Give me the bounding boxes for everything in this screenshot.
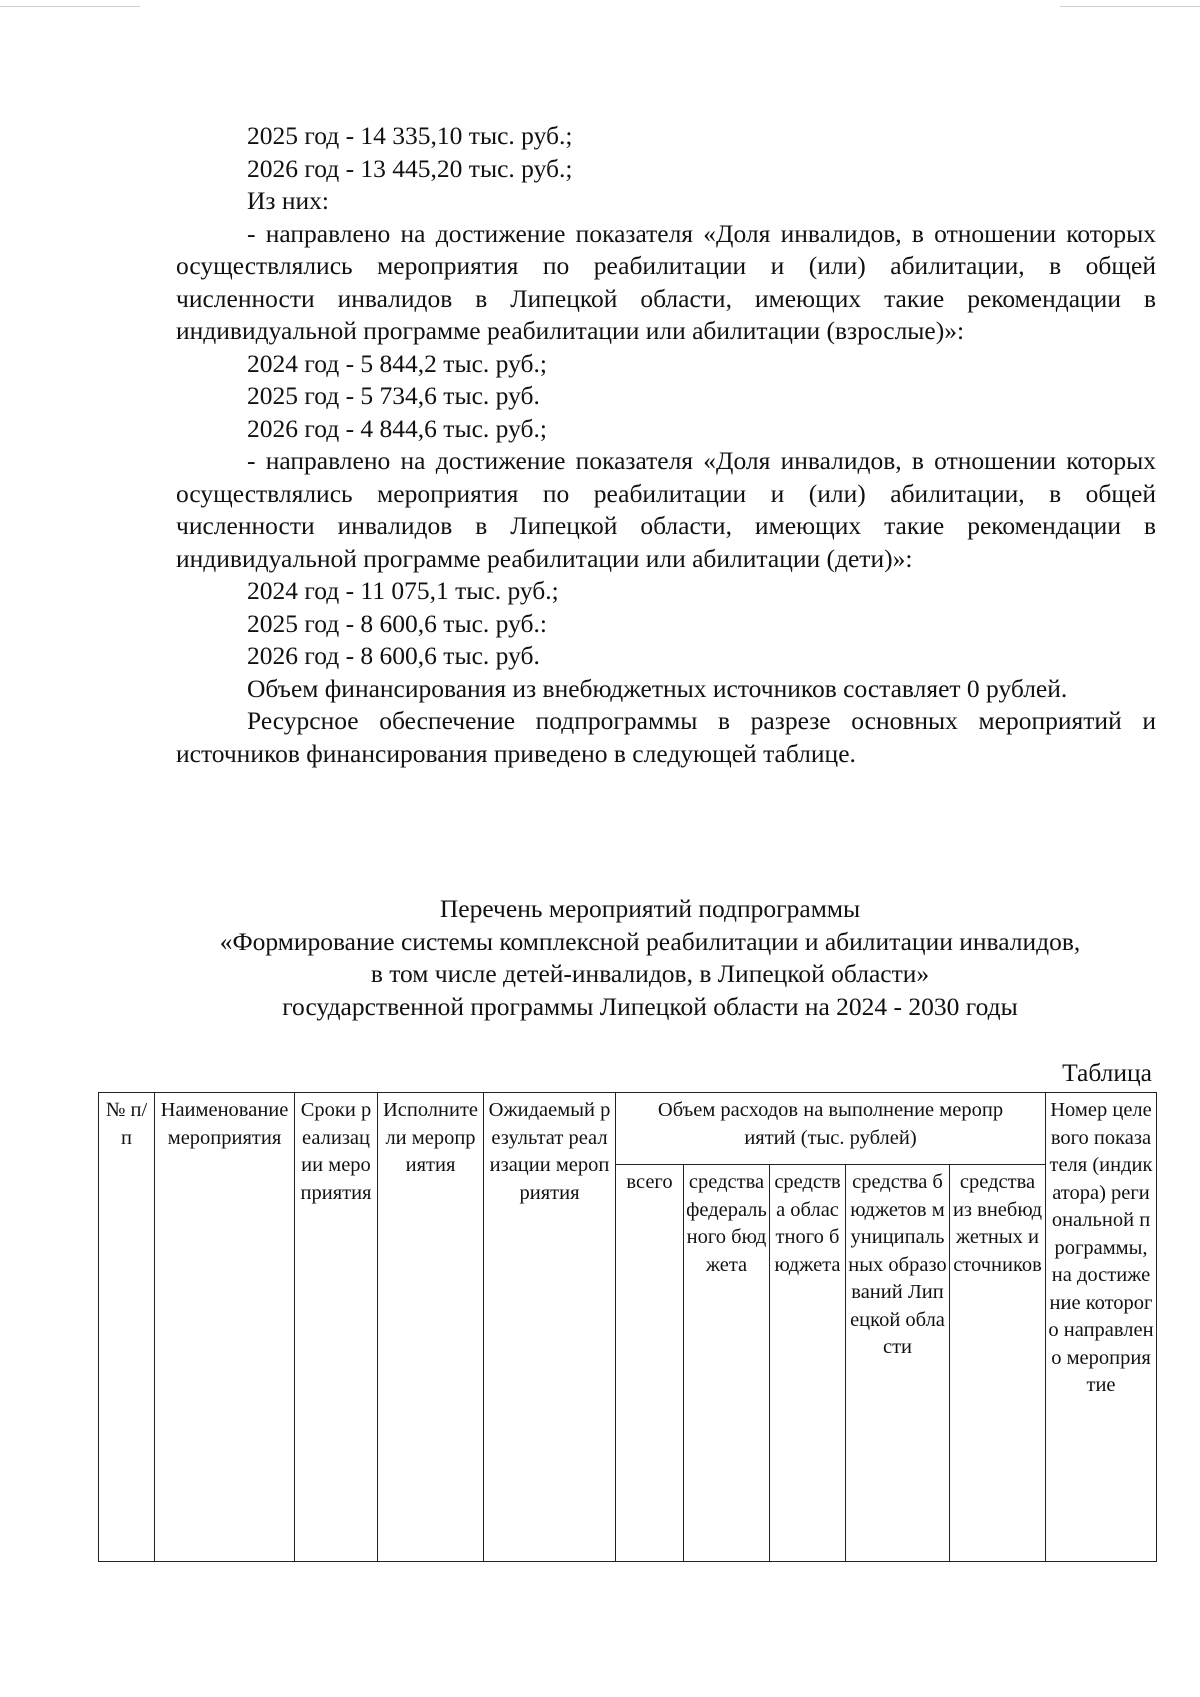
- col-indicator-header: Номер целевого показателя (индикатора) региональной программы, на достижение которого направлено мероприятие: [1046, 1093, 1157, 1562]
- paragraph-children: - направлено на достижение показателя «Доля инвалидов, в отношении которых осуществлялись мероприятия по реабилитации и (или) абилитации, в общей численности инвалидов в Липецкой области, имеющих такие рекомендации в индивидуальной программе реабилитации или абилитации (дети)»:: [176, 446, 1156, 573]
- col-result-header: Ожидаемый результат реализации мероприятия: [484, 1093, 616, 1562]
- measures-table-header: [98, 1092, 1157, 1562]
- body-line: 2025 год - 14 335,10 тыс. руб.;: [247, 121, 573, 150]
- table-title: [150, 893, 1150, 1023]
- col-number-header: № п/п: [99, 1093, 155, 1562]
- sub-extrabudget-header: средства из внебюджетных источников: [950, 1165, 1046, 1562]
- table-label: Таблица: [1062, 1058, 1152, 1087]
- year-line: 2026 год - 4 844,6 тыс. руб.;: [247, 413, 547, 443]
- sub-municipal-header: средства бюджетов муниципальных образований Липецкой области: [846, 1165, 950, 1562]
- title-line: Перечень мероприятий подпрограммы: [439, 894, 861, 923]
- sub-federal-header: средства федерального бюджета: [684, 1165, 770, 1562]
- paragraph-adults: - направлено на достижение показателя «Доля инвалидов, в отношении которых осуществлялись мероприятия по реабилитации и (или) абилитации, в общей численности инвалидов в Липецкой области, имеющих такие рекомендации в индивидуальной программе реабилитации или абилитации (взрослые)»:: [176, 218, 1156, 345]
- year-line: 2025 год - 5 734,6 тыс. руб.: [247, 381, 540, 410]
- scan-edge-line: [0, 6, 1200, 8]
- paragraph-resources: Ресурсное обеспечение подпрограммы в разрезе основных мероприятий и источников финансирования приведено в следующей таблице.: [176, 706, 1156, 768]
- year-line: 2024 год - 5 844,2 тыс. руб.;: [247, 348, 547, 378]
- body-line: Из них:: [247, 186, 329, 215]
- paragraph-extrabudget: Объем финансирования из внебюджетных источников составляет 0 рублей.: [247, 673, 1068, 703]
- year-line: 2025 год - 8 600,6 тыс. руб.:: [247, 608, 547, 638]
- col-name-header: Наименование мероприятия: [155, 1093, 295, 1562]
- body-text: [176, 120, 1156, 770]
- body-line: 2026 год - 13 445,20 тыс. руб.;: [247, 153, 573, 183]
- title-line: государственной программы Липецкой области на 2024 - 2030 годы: [282, 991, 1018, 1021]
- year-line: 2024 год - 11 075,1 тыс. руб.;: [247, 576, 559, 605]
- year-line: 2026 год - 8 600,6 тыс. руб.: [247, 641, 540, 670]
- title-line: «Формирование системы комплексной реабилитации и абилитации инвалидов,: [219, 926, 1081, 956]
- col-executors-header: Исполнители мероприятия: [378, 1093, 484, 1562]
- sub-total-header: всего: [616, 1165, 684, 1562]
- col-volume-header: Объем расходов на выполнение мероприятий (тыс. рублей): [616, 1093, 1046, 1165]
- title-line: в том числе детей-инвалидов, в Липецкой области»: [370, 959, 930, 988]
- col-term-header: Сроки реализации мероприятия: [295, 1093, 378, 1562]
- sub-regional-header: средства областного бюджета: [770, 1165, 846, 1562]
